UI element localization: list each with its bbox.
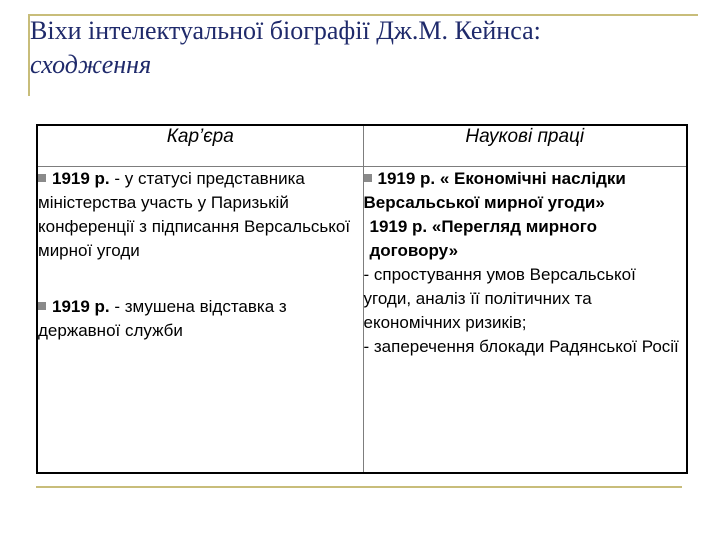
- career-item-text: - у статусі представника міністерства участь у Паризькій конференції з підписання Версальської мирної угоди: [38, 169, 351, 260]
- list-item: [38, 167, 363, 263]
- works-item-2: 1919 р. «Перегляд мирного договору»: [369, 217, 598, 260]
- works-item-1: 1919 р. « Економічні наслідки Версальської мирної угоди»: [363, 169, 626, 212]
- career-item-year: 1919 р.: [52, 169, 110, 188]
- list-item: [38, 295, 363, 343]
- square-bullet-icon: [38, 174, 46, 182]
- title-line-2: сходження: [30, 50, 152, 79]
- career-item-year: 1919 р.: [52, 297, 110, 316]
- career-cell: [37, 167, 363, 474]
- career-item-text: - змушена відставка з державної служби: [38, 297, 287, 340]
- title-line-1: Віхи інтелектуальної біографії Дж.М. Кейнса:: [30, 16, 541, 45]
- works-desc-2: - заперечення блокади Радянської Росії: [363, 337, 679, 356]
- bottom-rule: [36, 486, 682, 488]
- header-works: Наукові праці: [363, 125, 687, 167]
- career-works-table: [36, 124, 688, 474]
- square-bullet-icon: [364, 174, 372, 182]
- header-career: Кар’єра: [37, 125, 363, 167]
- table-row: [37, 167, 687, 474]
- square-bullet-icon: [38, 302, 46, 310]
- works-desc-1: - спростування умов Версальської угоди, аналіз її політичних та економічних ризиків;: [363, 265, 636, 332]
- table-header-row: [37, 125, 687, 167]
- works-cell: [363, 167, 687, 474]
- list-item: [364, 167, 687, 215]
- page-title: [30, 14, 710, 82]
